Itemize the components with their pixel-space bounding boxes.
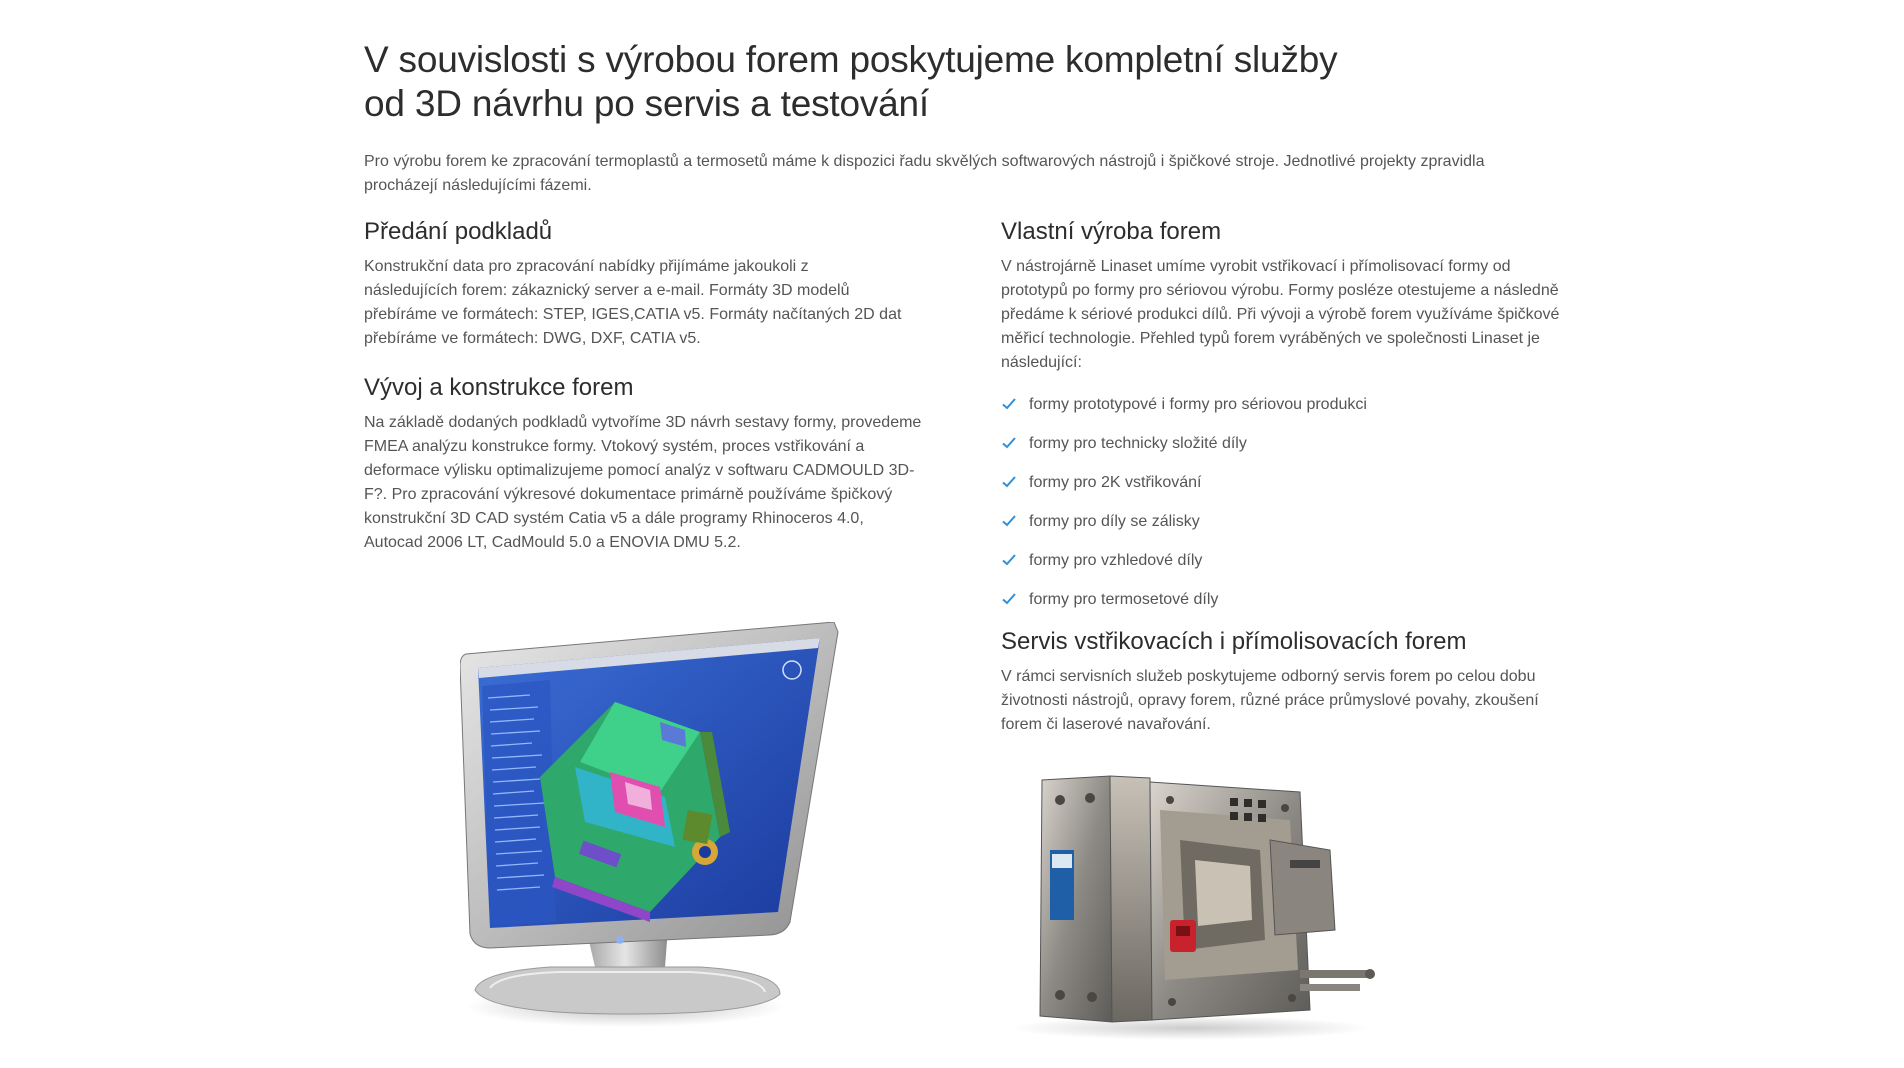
list-item-label: formy prototypové i formy pro sériovou produkci bbox=[1029, 396, 1367, 413]
list-item-label: formy pro 2K vstřikování bbox=[1029, 474, 1202, 491]
list-item-label: formy pro díly se zálisky bbox=[1029, 513, 1200, 530]
section-title-vyvoj: Vývoj a konstrukce forem bbox=[364, 374, 634, 401]
check-icon bbox=[1001, 591, 1017, 607]
section-title-servis: Servis vstřikovacích i přímolisovacích forem bbox=[1001, 628, 1467, 655]
list-item bbox=[1001, 393, 1576, 432]
mold-types-list bbox=[1001, 393, 1576, 627]
list-item-label: formy pro termosetové díly bbox=[1029, 591, 1219, 608]
section-text-vyroba: V nástrojárně Linaset umíme vyrobit vstřikovací i přímolisovací formy od prototypů po formy pro sériovou výrobu. Formy posléze otestujeme a následně předáme k sériové produkci dílů. Při vývoji a výrobě forem využíváme špičkové měřicí technologie. Přehled typů forem vyráběných ve společnosti Linaset je následující: bbox=[1001, 258, 1560, 371]
list-item bbox=[1001, 471, 1576, 510]
list-item bbox=[1001, 510, 1576, 549]
section-text-servis: V rámci servisních služeb poskytujeme odborný servis forem po celou dobu životnosti nástrojů, opravy forem, různé práce průmyslové povahy, zkoušení forem či laserové navařování. bbox=[1001, 668, 1539, 733]
section-text-vyvoj: Na základě dodaných podkladů vytvoříme 3D návrh sestavy formy, provedeme FMEA analýzu konstrukce formy. Vtokový systém, proces vstřikování a deformace výlisku optimalizujeme pomocí analýz v softwaru CADMOULD 3D-F?. Pro zpracování výkresové dokumentace primárně používáme špičkový konstrukční 3D CAD systém Catia v5 a dále programy Rhinoceros 4.0, Autocad 2006 LT, CadMould 5.0 a ENOVIA DMU 5.2. bbox=[364, 414, 922, 551]
check-icon bbox=[1001, 435, 1017, 451]
check-icon bbox=[1001, 552, 1017, 568]
intro-text: Pro výrobu forem ke zpracování termoplastů a termosetů máme k dispozici řadu skvělých softwarových nástrojů i špičkové stroje. Jednotlivé projekty zpravidla procházejí následujícími fázemi. bbox=[364, 153, 1485, 194]
injection-mold-image bbox=[1000, 770, 1380, 1040]
page-title-line-2: od 3D návrhu po servis a testování bbox=[364, 83, 929, 124]
section-title-predani: Předání podkladů bbox=[364, 218, 553, 245]
list-item bbox=[1001, 432, 1576, 471]
list-item bbox=[1001, 588, 1576, 627]
right-column bbox=[1001, 217, 1576, 737]
left-column bbox=[364, 217, 944, 555]
section-text-predani: Konstrukční data pro zpracování nabídky přijímáme jakoukoli z následujících forem: zákaznický server a e-mail. Formáty 3D modelů přebíráme ve formátech: STEP, IGES,CATIA v5. Formáty načítaných 2D dat přebíráme ve formátech: DWG, DXF, CATIA v5. bbox=[364, 258, 902, 347]
cad-monitor-image bbox=[460, 622, 860, 1032]
page-title-line-1: V souvislosti s výrobou forem poskytujeme kompletní služby bbox=[364, 39, 1338, 80]
check-icon bbox=[1001, 396, 1017, 412]
list-item-label: formy pro technicky složité díly bbox=[1029, 435, 1247, 452]
check-icon bbox=[1001, 513, 1017, 529]
page-title bbox=[364, 38, 1364, 126]
list-item-label: formy pro vzhledové díly bbox=[1029, 552, 1203, 569]
check-icon bbox=[1001, 474, 1017, 490]
list-item bbox=[1001, 549, 1576, 588]
section-title-vyroba: Vlastní výroba forem bbox=[1001, 218, 1222, 245]
